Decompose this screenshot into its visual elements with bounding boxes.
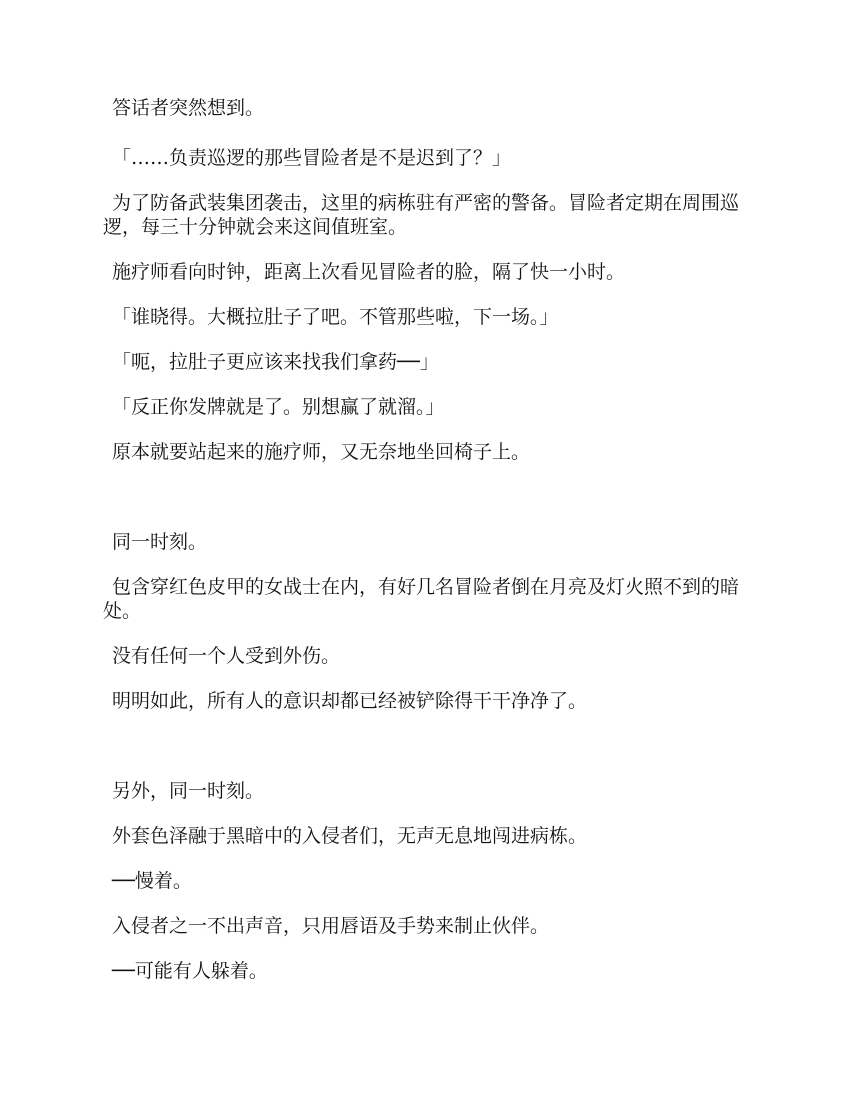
paragraph: 包含穿红色皮甲的女战士在内，有好几名冒险者倒在月亮及灯火照不到的暗处。 [103, 576, 740, 622]
paragraph: 为了防备武装集团袭击，这里的病栋驻有严密的警备。冒险者定期在周围巡逻，每三十分钟就会来这间值班室。 [103, 192, 740, 238]
paragraph: ──慢着。 [112, 870, 192, 892]
paragraph: 「谁晓得。大概拉肚子了吧。不管那些啦，下一场。」 [112, 306, 559, 328]
paragraph: 另外，同一时刻。 [112, 780, 265, 802]
paragraph: 入侵者之一不出声音，只用唇语及手势来制止伙伴。 [112, 915, 550, 937]
paragraph: 同一时刻。 [112, 531, 208, 553]
paragraph: 没有任何一个人受到外伤。 [112, 645, 341, 667]
paragraph: ──可能有人躲着。 [112, 960, 268, 982]
paragraph: 「反正你发牌就是了。别想赢了就溜。」 [112, 396, 445, 418]
paragraph: 原本就要站起来的施疗师，又无奈地坐回椅子上。 [112, 441, 531, 463]
paragraph: 外套色泽融于黑暗中的入侵者们，无声无息地闯进病栋。 [112, 825, 588, 847]
paragraph: 「呃，拉肚子更应该来找我们拿药──」 [112, 351, 439, 373]
paragraph: 明明如此，所有人的意识却都已经被铲除得干干净净了。 [112, 690, 588, 712]
paragraph: 「……负责巡逻的那些冒险者是不是迟到了？」 [112, 147, 512, 169]
paragraph: 答话者突然想到。 [112, 97, 265, 119]
paragraph: 施疗师看向时钟，距离上次看见冒险者的脸，隔了快一小时。 [112, 261, 626, 283]
